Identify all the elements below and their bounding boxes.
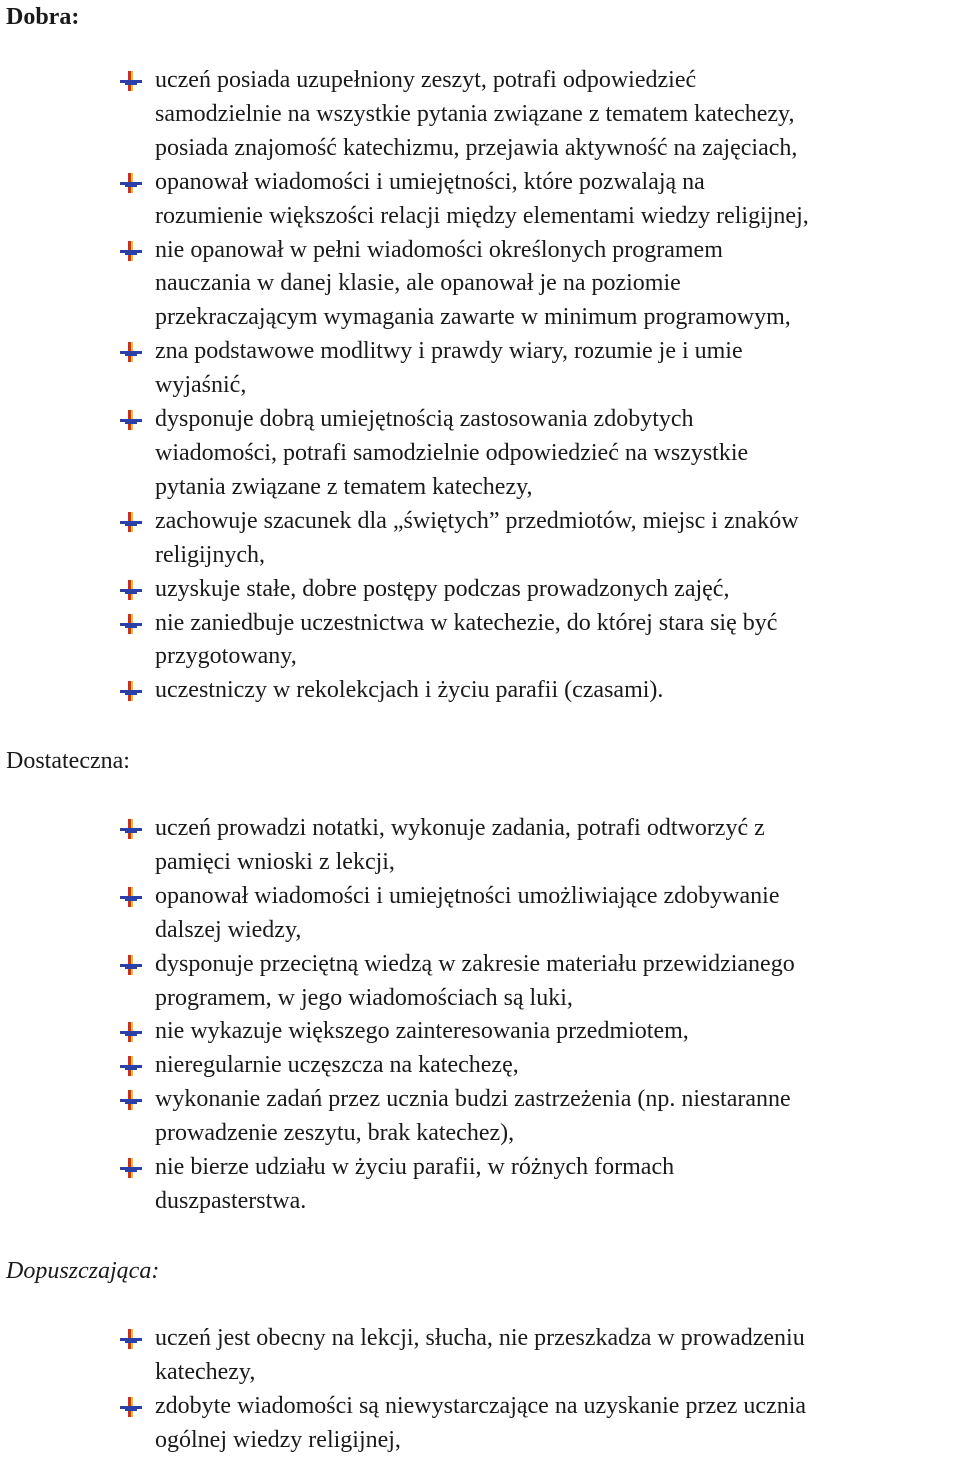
thumbtack-bullet-icon [120, 407, 142, 427]
list-item-line: religijnych, [155, 541, 265, 568]
list-item [120, 948, 956, 1016]
list-item-line: zdobyte wiadomości są niewystarczające na uzyskanie przez ucznia [155, 1392, 807, 1419]
list-item [120, 1083, 956, 1151]
list-item [120, 64, 956, 166]
thumbtack-bullet-icon [120, 952, 142, 972]
list-item-line: nieregularnie uczęszcza na katechezę, [155, 1052, 519, 1079]
list-item-line: dysponuje przeciętną wiedzą w zakresie materiału przewidzianego [155, 950, 795, 977]
list-item [120, 812, 956, 880]
list-item-line: wyjaśnić, [155, 372, 247, 399]
list-item-line: samodzielnie na wszystkie pytania związane z tematem katechezy, [155, 100, 795, 127]
list-item-line: prowadzenie zeszytu, brak katechez), [155, 1120, 515, 1147]
list-item [120, 1049, 956, 1083]
list-item [120, 166, 956, 234]
list-item-line: nie bierze udziału w życiu parafii, w różnych formach [155, 1154, 675, 1181]
list-item-line: nie wykazuje większego zainteresowania przedmiotem, [155, 1018, 689, 1045]
list-item-line: pytania związane z tematem katechezy, [155, 473, 533, 500]
thumbtack-bullet-icon [120, 577, 142, 597]
list-item-line: zachowuje szacunek dla „świętych” przedmiotów, miejsc i znaków [155, 507, 799, 534]
list-item [120, 403, 956, 505]
list-item [120, 1390, 956, 1458]
list-dobra [120, 64, 956, 708]
list-item-line: ogólnej wiedzy religijnej, [155, 1426, 401, 1453]
thumbtack-bullet-icon [120, 509, 142, 529]
list-item-line: posiada znajomość katechizmu, przejawia aktywność na zajęciach, [155, 134, 798, 161]
list-item-line: rozumienie większości relacji między elementami wiedzy religijnej, [155, 202, 809, 229]
section-heading-dostateczna: Dostateczna: [6, 748, 130, 774]
list-item-line: uczeń jest obecny na lekcji, słucha, nie przeszkadza w prowadzeniu [155, 1325, 805, 1351]
thumbtack-bullet-icon [120, 1087, 142, 1107]
list-item [120, 234, 956, 336]
list-item [120, 607, 956, 675]
list-item-line: przekraczającym wymagania zawarte w minimum programowym, [155, 304, 791, 331]
list-item [120, 573, 956, 607]
list-item-line: uzyskuje stałe, dobre postępy podczas prowadzonych zajęć, [155, 575, 730, 602]
list-item [120, 335, 956, 403]
list-item-line: zna podstawowe modlitwy i prawdy wiary, rozumie je i umie [155, 338, 743, 365]
thumbtack-bullet-icon [120, 1019, 142, 1039]
thumbtack-bullet-icon [120, 1053, 142, 1073]
thumbtack-bullet-icon [120, 884, 142, 904]
list-item [120, 1322, 956, 1390]
list-item-line: nauczania w danej klasie, ale opanował je na poziomie [155, 270, 681, 297]
list-dostateczna [120, 812, 956, 1219]
list-item-line: katechezy, [155, 1358, 256, 1385]
list-item [120, 1015, 956, 1049]
thumbtack-bullet-icon [120, 611, 142, 631]
thumbtack-bullet-icon [120, 339, 142, 359]
list-item-line: wykonanie zadań przez ucznia budzi zastrzeżenia (np. niestaranne [155, 1086, 791, 1113]
list-item-line: wiadomości, potrafi samodzielnie odpowiedzieć na wszystkie [155, 439, 749, 466]
list-item-line: opanował wiadomości i umiejętności, które pozwalają na [155, 168, 705, 195]
list-item-line: uczestniczy w rekolekcjach i życiu parafii (czasami). [155, 677, 664, 704]
list-item [120, 880, 956, 948]
section-heading-dopuszczajaca: Dopuszczająca: [6, 1258, 160, 1284]
list-item-line: programem, w jego wiadomościach są luki, [155, 984, 573, 1011]
list-item-line: dalszej wiedzy, [155, 916, 302, 943]
thumbtack-bullet-icon [120, 1394, 142, 1414]
thumbtack-bullet-icon [120, 1155, 142, 1175]
thumbtack-bullet-icon [120, 238, 142, 258]
list-item-line: nie zaniedbuje uczestnictwa w katechezie, do której stara się być [155, 609, 778, 636]
list-item-line: dysponuje dobrą umiejętnością zastosowania zdobytych [155, 406, 694, 433]
list-item [120, 505, 956, 573]
list-item-line: nie opanował w pełni wiadomości określonych programem [155, 236, 723, 263]
list-item-line: opanował wiadomości i umiejętności umożliwiające zdobywanie [155, 882, 780, 909]
list-item-line: przygotowany, [155, 643, 297, 670]
section-heading-dobra: Dobra: [6, 4, 80, 30]
thumbtack-bullet-icon [120, 678, 142, 698]
thumbtack-bullet-icon [120, 1326, 142, 1346]
list-item [120, 674, 956, 708]
list-item-line: duszpasterstwa. [155, 1187, 307, 1214]
thumbtack-bullet-icon [120, 816, 142, 836]
list-item-line: uczeń posiada uzupełniony zeszyt, potrafi odpowiedzieć [155, 67, 697, 93]
list-item [120, 1151, 956, 1219]
thumbtack-bullet-icon [120, 170, 142, 190]
list-item-line: uczeń prowadzi notatki, wykonuje zadania, potrafi odtworzyć z [155, 815, 765, 841]
list-dopuszczajaca [120, 1322, 956, 1458]
thumbtack-bullet-icon [120, 68, 142, 88]
list-item-line: pamięci wnioski z lekcji, [155, 848, 395, 875]
